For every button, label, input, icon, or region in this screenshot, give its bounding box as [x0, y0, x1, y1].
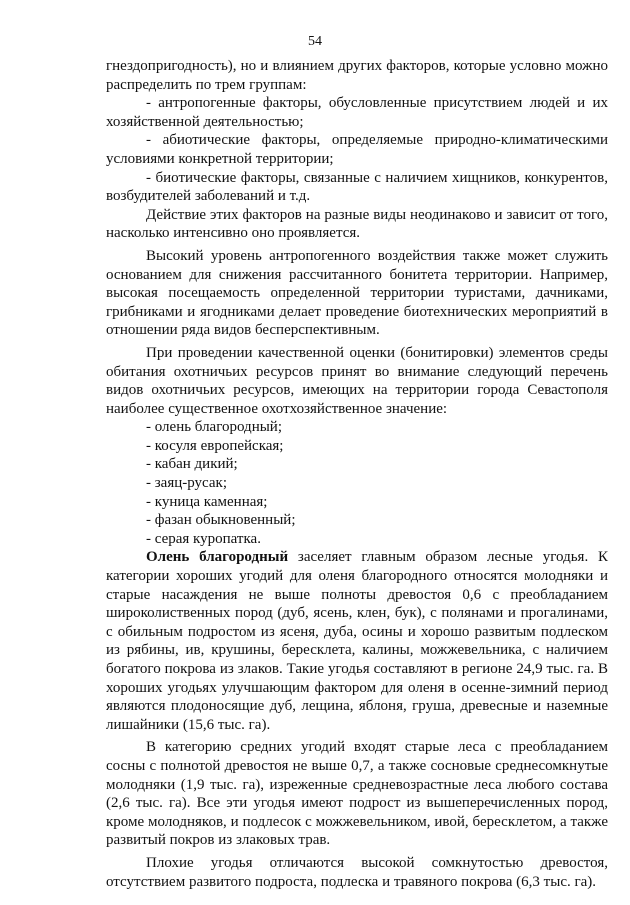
list-item: - антропогенные факторы, обусловленные присутствием людей и их хозяйственной деятельностью;: [106, 95, 608, 130]
paragraph: Плохие угодья отличаются высокой сомкнутостью древостоя, отсутствием развитого подроста, подлеска и травяного покрова (6,3 тыс. га).: [106, 854, 608, 890]
list-item: - кабан дикий;: [146, 456, 238, 473]
list-item: - заяц-русак;: [146, 475, 228, 492]
paragraph: [106, 548, 608, 734]
paragraph: Действие этих факторов на разные виды неодинаково и зависит от того, насколько интенсивно оно проявляется.: [106, 206, 608, 242]
list-item: - фазан обыкновенный;: [146, 512, 296, 529]
list-item: - олень благородный;: [146, 419, 282, 436]
list-item: - куница каменная;: [146, 493, 268, 510]
list-item: - абиотические факторы, определяемые природно-климатическими условиями конкретной территории;: [106, 132, 608, 167]
paragraph: гнездопригодность), но и влиянием других факторов, которые условно можно распределить по трем группам:: [106, 58, 608, 93]
paragraph-text: заселяет главным образом лесные угодья. К категории хороших угодий для оленя благородного относятся молодняки и старые насаждения не выше полноты древостоя 0,6 с преобладанием широколиственных пород (дуб, ясень, клен, бук), с полянами и прогалинами, с обильным подростом из ясеня, дуба, осины и хорошо развитым подлеском из рябины, ив, крушины, бересклета, калины, можжевельника, с наличием богатого покрова из злаков. Такие угодья составляют в регионе 24,9 тыс. га. В хороших угодьях улучшающим фактором для оленя в осенне-зимний период являются плодоносящие дуб, лещина, яблоня, груша, древесные и наземные лишайники (15,6 тыс. га).: [106, 549, 608, 733]
list-item: - серая куропатка.: [146, 530, 261, 547]
document-body: [106, 57, 608, 891]
bold-term: Олень благородный: [146, 549, 289, 566]
paragraph: При проведении качественной оценки (бонитировки) элементов среды обитания охотничьих ресурсов принят во внимание следующий перечень видов охотничьих ресурсов, имеющих на территории города Севастополя наиболее существенное охотхозяйственное значение:: [106, 344, 608, 417]
list-item: - косуля европейская;: [146, 437, 284, 454]
paragraph: Высокий уровень антропогенного воздействия также может служить основанием для снижения рассчитанного бонитета территории. Например, высокая посещаемость определенной территории туристами, дачниками, грибниками и ягодниками делает проведение биотехнических мероприятий в отношении ряда видов бесперспективным.: [106, 247, 608, 339]
paragraph: В категорию средних угодий входят старые леса с преобладанием сосны с полнотой древостоя не выше 0,7, а также сосновые среднесомкнутые молодняки (1,9 тыс. га), изреженные средневозрастные леса любого состава (2,6 тыс. га). Все эти угодья имеют подрост из вышеперечисленных пород, кроме молодняков, и подлесок с можжевельником, ивой, бересклетом, а также развитый покров из злаковых трав.: [106, 739, 608, 849]
page-number: 54: [308, 34, 322, 49]
list-item: - биотические факторы, связанные с наличием хищников, конкурентов, возбудителей заболеваний и т.д.: [106, 169, 608, 205]
